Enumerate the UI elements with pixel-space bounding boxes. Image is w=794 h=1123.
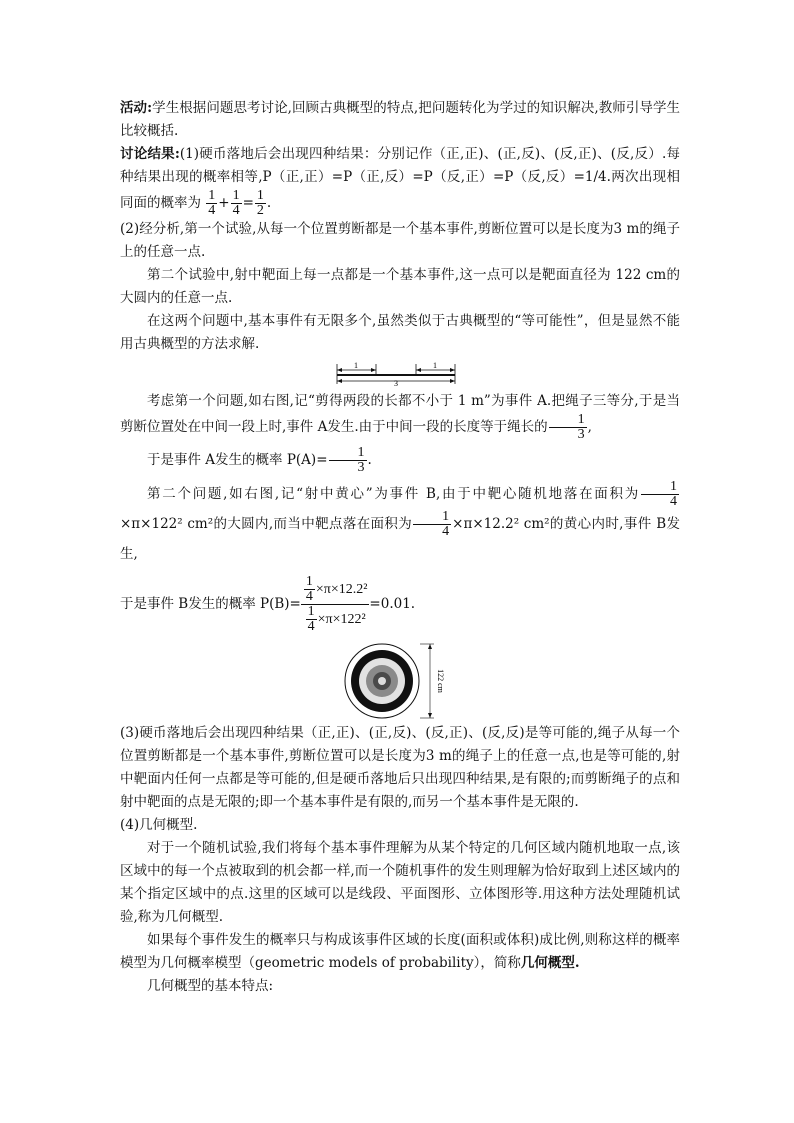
part2-paragraph-3: 在这两个问题中,基本事件有无限多个,虽然类似于古典概型的“等可能性”，但是显然不能用古典概型的方法求解. xyxy=(120,313,680,352)
activity-paragraph xyxy=(120,97,680,143)
part4-paragraph-2: 如果每个事件发生的概率只与构成该事件区域的长度(面积或体积)成比例,则称这样的概率模型为几何概率模型（geometric models of probability），简称几何概型. xyxy=(120,932,680,971)
target-paragraph: 第二个问题,如右图,记“射中黄心”为事件 B,由于中靶心随机地落在面积为 $\frac{1}{4}$ ×π×122² cm²的大圆内,而当中靶点落在面积为 $\frac{1}{4}$ ×π×12.2² cm²的黄心内时,事件 B发生, xyxy=(120,479,680,562)
part4-heading: (4)几何概型. xyxy=(120,817,198,833)
fraction-one-quarter: $\frac{1}{4}$ xyxy=(208,188,216,218)
fraction-one-quarter: $\frac{1}{4}$ xyxy=(413,510,451,539)
part2-paragraph-1: (2)经分析,第一个试验,从每一个位置剪断都是一个基本事件,剪断位置可以是长度为3 m的绳子上的任意一点. xyxy=(120,221,680,260)
geometric-model-term: 几何概型. xyxy=(520,955,580,971)
rope-diagram xyxy=(336,362,458,386)
fraction-one-quarter: $\frac{1}{4}$ xyxy=(641,480,679,509)
fraction-one-half: $\frac{1}{2}$ xyxy=(256,188,264,218)
fraction-one-quarter: $\frac{1}{4}$ xyxy=(232,188,240,218)
discussion-label: 讨论结果: xyxy=(120,146,180,162)
probability-b-fraction: $\frac{1}{4}$ ×π×12.2² $\frac{1}{4}$ ×π×122² xyxy=(301,575,370,634)
part4-paragraph-1: 对于一个随机试验,我们将每个基本事件理解为从某个特定的几何区域内随机地取一点,该区域中的每一个点被取到的机会都一样,而一个随机事件的发生则理解为恰好取到上述区域内的某个指定区域中的点.这里的区域可以是线段、平面图形、立体图形等.用这种方法处理随机试验,称为几何概型. xyxy=(120,840,680,925)
part4-paragraph-3: 几何概型的基本特点: xyxy=(147,978,274,994)
probability-b-line: 于是事件 B发生的概率 P(B)= $\frac{1}{4}$ ×π×12.2² $\frac{1}{4}$ ×π×122² =0.01. xyxy=(120,574,416,634)
target-diagram xyxy=(344,640,454,722)
fraction-one-third: $\frac{1}{3}$ xyxy=(549,413,587,442)
fraction-one-third: $\frac{1}{3}$ xyxy=(329,446,367,475)
rope-left-label: 1 xyxy=(354,362,358,370)
rope-right-label: 1 xyxy=(433,362,437,370)
discussion-paragraph: 讨论结果:(1)硬币落地后会出现四种结果：分别记作（正,正)、(正,反)、(反,正)、(反,反）.每种结果出现的概率相等,P（正,正）=P（正,反）=P（反,正）=P（反,反）=1/4.两次出现相同面的概率为 $\frac{1}{4}$ + $\frac{1}{4}$ = $\frac{1}{2}$ . xyxy=(120,146,680,218)
part3-paragraph: (3)硬币落地后会出现四种结果（正,正)、(正,反)、(反,正)、(反,反)是等可能的,绳子从每一个位置剪断都是一个基本事件,剪断位置可以是长度为3 m的绳子上的任意一点,也是等可能的,射中靶面内任何一点都是等可能的,但是硬币落地后只出现四种结果,是有限的;而剪断绳子的点和射中靶面的点是无限的;即一个基本事件是有限的,而另一个基本事件是无限的. xyxy=(120,725,680,810)
probability-a-line: 于是事件 A发生的概率 P(A)= $\frac{1}{3}$ . xyxy=(147,445,372,475)
activity-text: 学生根据问题思考讨论,回顾古典概型的特点,把问题转化为学过的知识解决,教师引导学生比较概括. xyxy=(120,100,681,139)
activity-label: 活动: xyxy=(120,100,153,116)
rope-total-label: 3 xyxy=(394,379,398,386)
document-page xyxy=(120,97,680,998)
target-diameter-label: 122 cm xyxy=(436,669,445,693)
part2-paragraph-2: 第二个试验中,射中靶面上每一点都是一个基本事件,这一点可以是靶面直径为 122 cm的大圆内的任意一点. xyxy=(120,267,680,306)
rope-paragraph: 考虑第一个问题,如右图,记“剪得两段的长都不小于 1 m”为事件 A.把绳子三等分,于是当剪断位置处在中间一段上时,事件 A发生.由于中间一段的长度等于绳长的 $\frac{1}{3}$ , xyxy=(120,393,680,442)
